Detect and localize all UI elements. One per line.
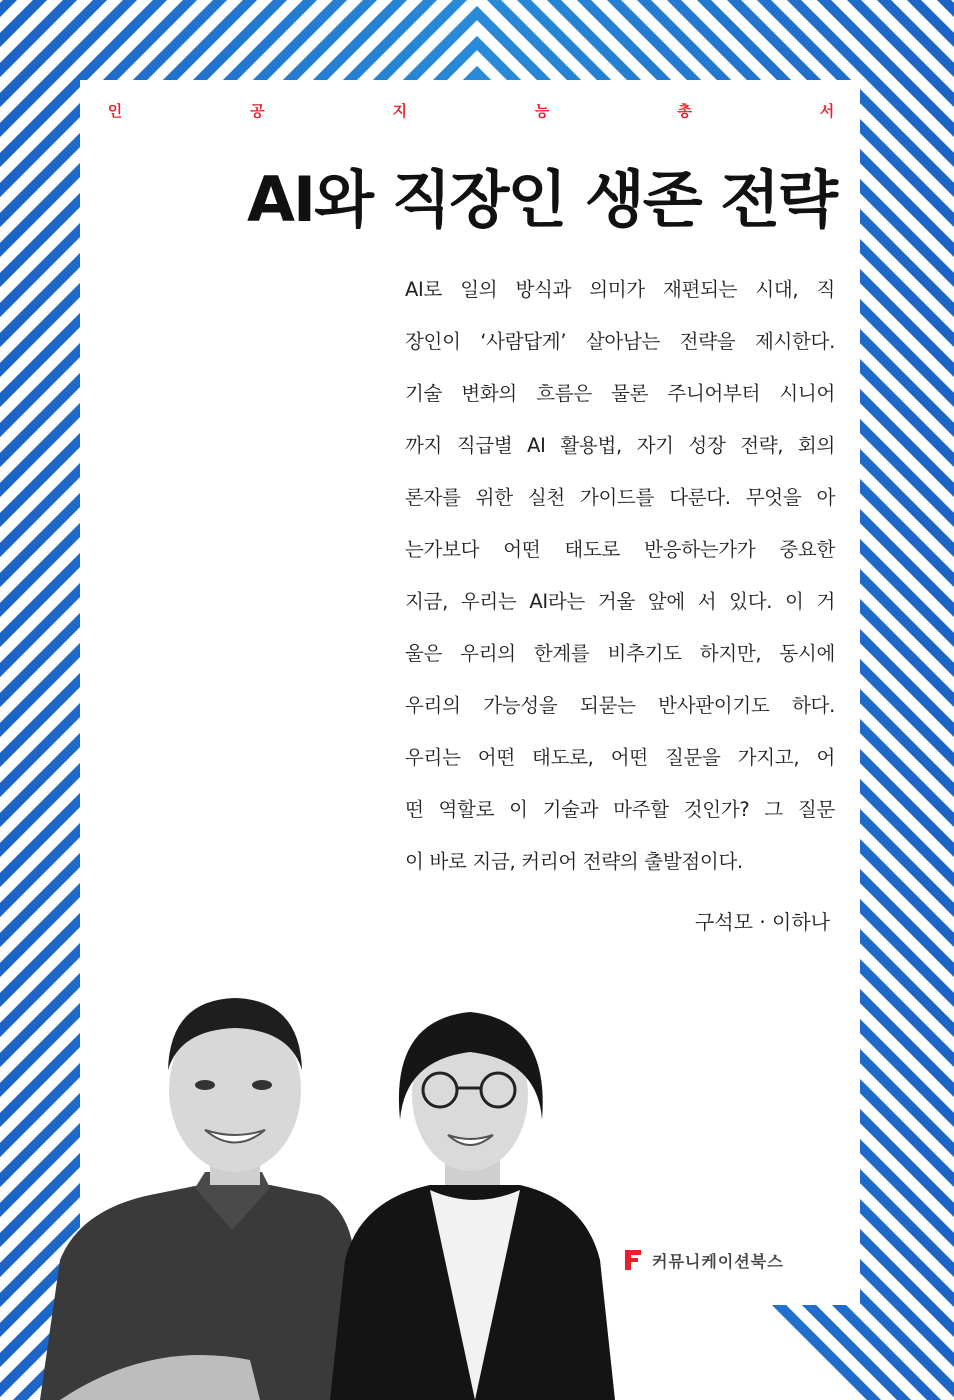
description-line: 우리는 어떤 태도로, 어떤 질문을 가지고, 어 [405, 746, 835, 769]
description-line: 장인이 ‘사람답게’ 살아남는 전략을 제시한다. [405, 330, 835, 353]
book-description [405, 264, 835, 888]
series-char: 공 [250, 102, 265, 120]
description-line: 이 바로 지금, 커리어 전략의 출발점이다. [405, 850, 743, 873]
description-line: 지금, 우리는 AI라는 거울 앞에 서 있다. 이 거 [405, 590, 835, 613]
series-char: 서 [819, 102, 835, 120]
series-char: 총 [677, 102, 692, 120]
series-char: 인 [107, 102, 123, 120]
series-label [106, 100, 836, 121]
author-names: 구석모 · 이하나 [695, 910, 830, 934]
series-char: 능 [534, 102, 550, 120]
description-line: 까지 직급별 AI 활용법, 자기 성장 전략, 회의 [405, 434, 835, 457]
author-photo-woman [330, 1012, 615, 1400]
publisher-logo-icon [622, 1248, 644, 1272]
description-line: 우리의 가능성을 되묻는 반사판이기도 하다. [405, 694, 835, 717]
description-line: 는가보다 어떤 태도로 반응하는가가 중요한 [405, 538, 835, 561]
series-char: 지 [392, 102, 408, 120]
description-line: 울은 우리의 한계를 비추기도 하지만, 동시에 [405, 642, 835, 665]
description-line: AI로 일의 방식과 의미가 재편되는 시대, 직 [405, 278, 835, 301]
author-photo-man [40, 998, 365, 1400]
description-line: 기술 변화의 흐름은 물론 주니어부터 시니어 [405, 382, 835, 405]
publisher-name: 커뮤니케이션북스 [652, 1251, 784, 1271]
description-line: 론자를 위한 실천 가이드를 다룬다. 무엇을 아 [405, 486, 835, 509]
description-line: 떤 역할로 이 기술과 마주할 것인가? 그 질문 [405, 798, 835, 821]
author-photo [0, 960, 954, 1400]
publisher-mark [622, 1248, 784, 1272]
book-title: AI와 직장인 생존 전략 [247, 163, 836, 236]
